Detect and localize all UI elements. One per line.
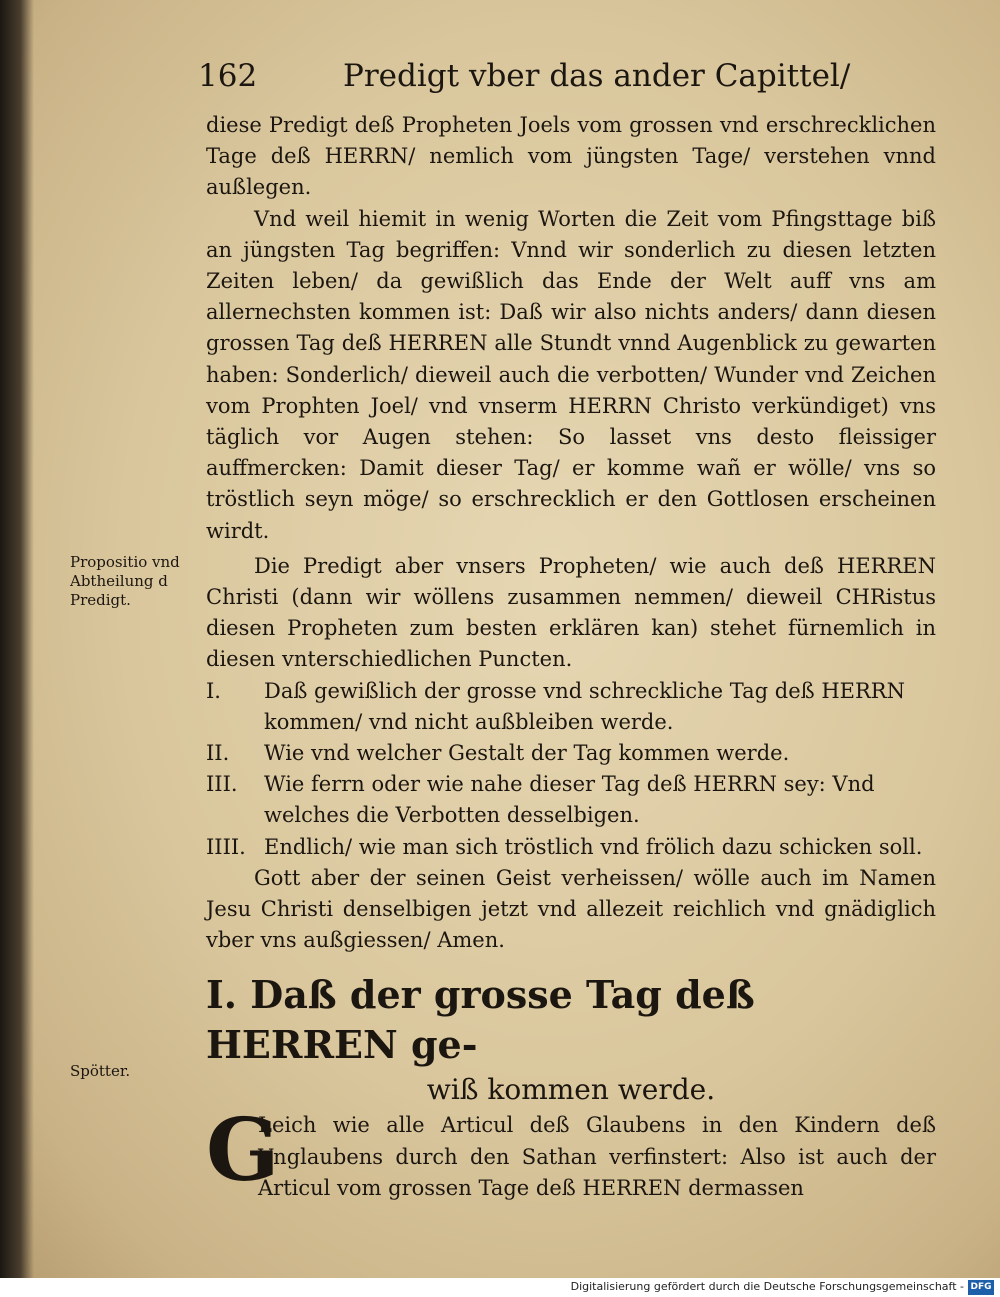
list-item-number: IIII. xyxy=(206,834,246,859)
paragraph-4: Gott aber der seinen Geist verheissen/ wölle auch im Namen Jesu Christi denselbigen jetzt vnd allezeit reichlich vnd gnädiglich vber vns außgiessen/ Amen. xyxy=(206,865,936,953)
list-item-text: Daß gewißlich der grosse vnd schreckliche Tag deß HERRN kommen/ vnd nicht außbleiben werde. xyxy=(264,678,905,734)
running-title: Predigt vber das ander Capittel/ xyxy=(343,58,851,94)
drop-cap-letter: G xyxy=(206,1100,280,1202)
dfg-logo: DFG xyxy=(968,1280,994,1295)
page-header xyxy=(198,58,851,94)
paragraph-2: Vnd weil hiemit in wenig Worten die Zeit vom Pfingsttage biß an jüngsten Tag begriffen: Vnnd wir sonderlich zu diesen letzten Zeiten leben/ da gewißlich das Ende der Welt auff vns am allernechsten kommen ist: Daß wir also nichts anders/ dann diesen grossen Tag deß HERREN alle Stundt vnnd Augenblick zu gewarten haben: Sonderlich/ dieweil auch die verbotten/ Wunder vnd Zeichen vom Prophten Joel/ vnd vnserm HERRN Christo verkündiget) vns täglich vor Augen stehen: So lasset vns desto fleissiger auffmercken: Damit dieser Tag/ er komme wañ er wölle/ vns so tröstlich seyn möge/ so erschrecklich er den Gottlosen erscheinen wirdt. xyxy=(206,206,936,543)
paragraph-1: diese Predigt deß Propheten Joels vom grossen vnd erschrecklichen Tage deß HERRN/ nemlich vom jüngsten Tage/ verstehen vnnd außlegen. xyxy=(206,113,936,200)
list-item xyxy=(206,769,936,831)
list-item-number: II. xyxy=(206,741,230,766)
paragraph-5 xyxy=(206,1100,936,1204)
list-item-text: Endlich/ wie man sich tröstlich vnd frölich dazu schicken soll. xyxy=(264,834,923,859)
page-body xyxy=(206,110,936,1204)
margin-note-propositio: Propositio vnd Abtheilung d Predigt. xyxy=(70,553,180,609)
list-item-number: I. xyxy=(206,678,221,703)
list-item xyxy=(206,832,936,863)
digitization-footer xyxy=(0,1278,1000,1297)
list-item-number: III. xyxy=(206,772,238,797)
margin-note-spoetter: Spötter. xyxy=(70,1062,131,1080)
paragraph-5-text: Leich wie alle Articul deß Glaubens in den Kindern deß Vnglaubens durch den Sathan verfinstert: Also ist auch der Articul vom grossen Tage deß HERREN dermassen xyxy=(258,1113,936,1200)
footer-credit: Digitalisierung gefördert durch die Deutsche Forschungsgemeinschaft - xyxy=(570,1280,964,1293)
section-heading-main: I. Daß der grosse Tag deß HERREN ge- xyxy=(206,972,755,1068)
book-gutter-shadow xyxy=(0,0,34,1278)
section-heading-continuation: wiß kommen werde. xyxy=(426,1073,716,1107)
list-item-text: Wie ferrn oder wie nahe dieser Tag deß HERRN sey: Vnd welches die Verbotten desselbigen. xyxy=(264,772,875,828)
list-item xyxy=(206,676,936,738)
paragraph-3: Die Predigt aber vnsers Propheten/ wie auch deß HERREN Christi (dann wir wöllens zusammen nemmen/ dieweil CHRistus diesen Propheten zum besten erklären kan) stehet fürnemlich in diesen vnterschiedlichen Puncten. xyxy=(206,553,936,672)
list-item-text: Wie vnd welcher Gestalt der Tag kommen werde. xyxy=(264,741,790,766)
list-item xyxy=(206,738,936,769)
page-number: 162 xyxy=(198,58,258,94)
section-heading xyxy=(206,970,936,1110)
